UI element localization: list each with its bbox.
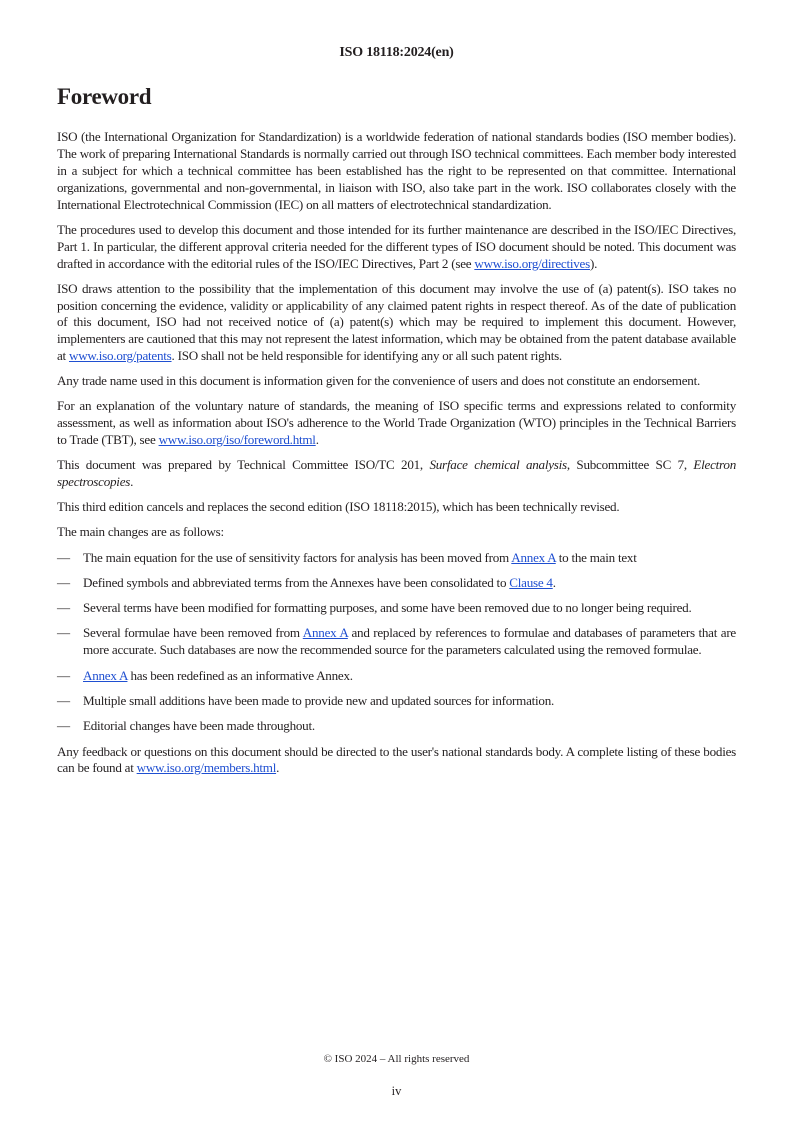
copyright-notice: © ISO 2024 – All rights reserved <box>323 1053 470 1065</box>
members-link[interactable]: www.iso.org/members.html <box>136 760 277 776</box>
list-item: — The main equation for the use of sensitivity factors for analysis has been moved from Annex A to the main text <box>57 549 637 565</box>
annex-a-link[interactable]: Annex A <box>302 625 348 641</box>
paragraph-trade-name: Any trade name used in this document is information given for the convenience of users and does not constitute an endorsement. <box>57 373 701 389</box>
dash-bullet: — <box>57 549 70 565</box>
paragraph-edition: This third edition cancels and replaces the second edition (ISO 18118:2015), which has been technically revised. <box>57 499 620 515</box>
dash-bullet: — <box>57 692 70 708</box>
paragraph-committee: This document was prepared by Technical Committee ISO/TC 201, Surface chemical analysis, Subcommittee SC 7, Electron spectroscopies. <box>57 457 736 490</box>
annex-a-link[interactable]: Annex A <box>511 549 556 565</box>
list-item: — Annex A has been redefined as an informative Annex. <box>57 667 353 683</box>
list-item: — Several terms have been modified for formatting purposes, and some have been removed due to no longer being required. <box>57 600 692 616</box>
changes-list <box>57 550 736 736</box>
paragraph-changes-intro: The main changes are as follows: <box>57 524 224 540</box>
patents-link[interactable]: www.iso.org/patents <box>68 348 172 364</box>
annex-a-link[interactable]: Annex A <box>83 667 128 683</box>
list-item: — Editorial changes have been made throughout. <box>57 718 315 734</box>
directives-link[interactable]: www.iso.org/directives <box>474 255 590 271</box>
paragraph-patents: ISO draws attention to the possibility that the implementation of this document may involve the use of (a) patent(s). ISO takes no position concerning the evidence, validity or applicability of any claimed patent rights in respect thereof. As of the date of publication of this document, ISO had not received notice of (a) patent(s) which may be required to implement this document. However, implementers are cautioned that this may not represent the latest information, which may be obtained from the patent database available at www.iso.org/patents. ISO shall not be held responsible for identifying any or all such patent rights. <box>57 280 736 364</box>
paragraph-feedback: Any feedback or questions on this document should be directed to the user's national standards body. A complete listing of these bodies can be found at www.iso.org/members.html. <box>57 743 736 776</box>
paragraph-iso-overview: ISO (the International Organization for Standardization) is a worldwide federation of national standards bodies (ISO member bodies). The work of preparing International Standards is normally carried out through ISO technical committees. Each member body interested in a subject for which a technical committee has been established has the right to be represented on that committee. International organizations, governmental and non-governmental, in liaison with ISO, also take part in the work. ISO collaborates closely with the International Electrotechnical Commission (IEC) on all matters of electrotechnical standardization. <box>57 129 736 212</box>
foreword-body <box>57 129 736 786</box>
page-number: iv <box>391 1084 402 1098</box>
list-item: — Several formulae have been removed from Annex A and replaced by references to formulae and databases of parameters that are more accurate. Such databases are now the recommended source for the parameters calculated using the removed formulae. <box>57 625 736 658</box>
dash-bullet: — <box>57 718 70 734</box>
dash-bullet: — <box>57 625 70 641</box>
document-id-header: ISO 18118:2024(en) <box>339 45 454 60</box>
paragraph-voluntary-nature: For an explanation of the voluntary nature of standards, the meaning of ISO specific terms and expressions related to conformity assessment, as well as information about ISO's adherence to the World Trade Organization (WTO) principles in the Technical Barriers to Trade (TBT), see www.iso.org/iso/foreword.html. <box>57 398 736 448</box>
list-item: — Multiple small additions have been made to provide new and updated sources for information. <box>57 692 555 708</box>
page-title: Foreword <box>57 84 152 109</box>
paragraph-procedures: The procedures used to develop this document and those intended for its further maintenance are described in the ISO/IEC Directives, Part 1. In particular, the different approval criteria needed for the different types of ISO document should be noted. This document was drafted in accordance with the editorial rules of the ISO/IEC Directives, Part 2 (see www.iso.org/directives). <box>57 221 736 271</box>
dash-bullet: — <box>57 574 70 590</box>
dash-bullet: — <box>57 600 70 616</box>
dash-bullet: — <box>57 667 70 683</box>
clause-4-link[interactable]: Clause 4 <box>509 574 553 590</box>
list-item: — Defined symbols and abbreviated terms from the Annexes have been consolidated to Clause 4. <box>57 574 556 590</box>
foreword-link[interactable]: www.iso.org/iso/foreword.html <box>158 432 316 448</box>
